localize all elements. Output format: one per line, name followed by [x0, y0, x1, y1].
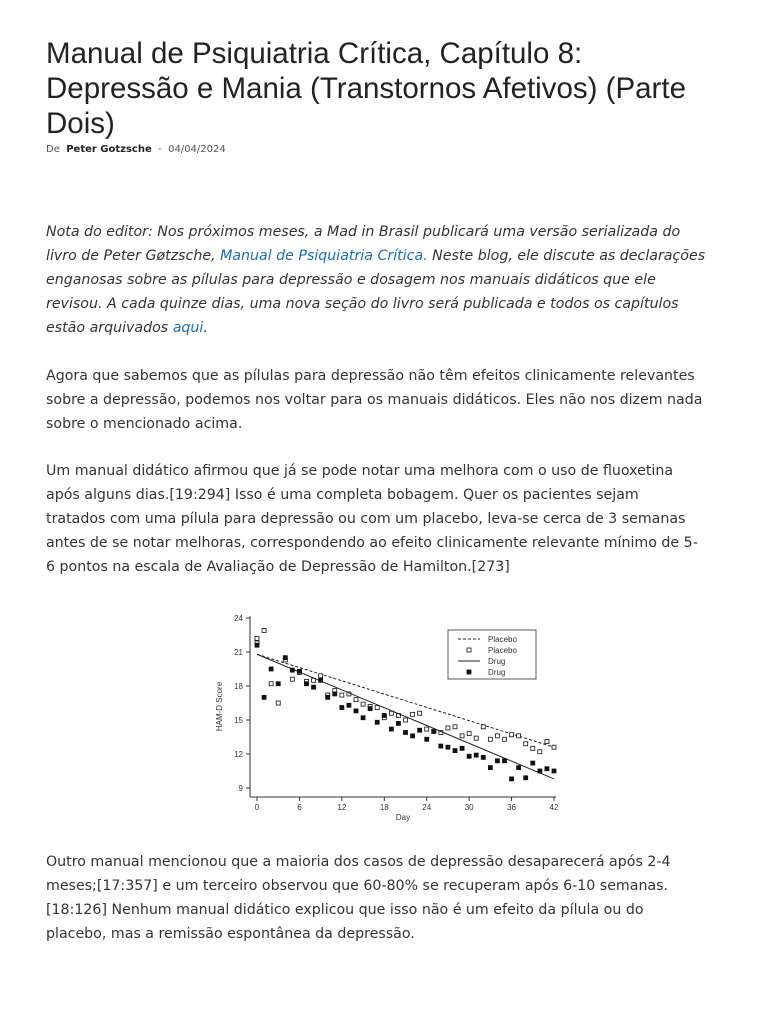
drug-point — [517, 766, 521, 770]
drug-point — [418, 728, 422, 732]
placebo-point — [552, 745, 556, 749]
editor-note-text: Neste blog, ele discute as declarações — [427, 248, 706, 264]
placebo-point — [474, 736, 478, 740]
drug-point — [333, 692, 337, 696]
paragraph-line: placebo, mas a remissão espontânea da depressão. — [46, 926, 415, 942]
placebo-point — [276, 701, 280, 705]
y-tick-label: 15 — [234, 716, 243, 725]
title-line: Depressão e Mania (Transtornos Afetivos) (Parte — [46, 72, 686, 105]
drug-point — [503, 759, 507, 763]
y-tick-label: 24 — [234, 614, 243, 623]
drug-point — [510, 777, 514, 781]
drug-point — [404, 730, 408, 734]
drug-point — [305, 682, 309, 686]
drug-point — [262, 695, 266, 699]
drug-point — [276, 682, 280, 686]
placebo-point — [290, 677, 294, 681]
paragraph-line: 6 pontos na escala de Avaliação de Depressão de Hamilton.[273] — [46, 559, 510, 575]
paragraph-line: tratados com uma pílula para depressão ou com um placebo, leva-se cerca de 3 semanas — [46, 511, 686, 527]
placebo-point — [446, 726, 450, 730]
byline-prefix: De — [46, 144, 60, 155]
drug-point — [361, 716, 365, 720]
placebo-point — [467, 732, 471, 736]
drug-point — [375, 720, 379, 724]
y-tick-label: 21 — [234, 648, 243, 657]
y-tick-label: 9 — [238, 784, 243, 793]
x-tick-label: 6 — [297, 803, 302, 812]
placebo-point — [319, 674, 323, 678]
placebo-point — [517, 734, 521, 738]
ham-d-chart — [208, 606, 560, 828]
drug-point — [545, 767, 549, 771]
drug-point — [446, 745, 450, 749]
drug-point — [552, 769, 556, 773]
placebo-point — [495, 734, 499, 738]
drug-point — [432, 729, 436, 733]
paragraph-2 — [46, 459, 726, 579]
drug-point — [340, 706, 344, 710]
drug-point — [439, 744, 443, 748]
drug-point — [495, 759, 499, 763]
drug-point — [531, 761, 535, 765]
drug-point — [396, 721, 400, 725]
y-tick-label: 18 — [234, 682, 243, 691]
drug-point — [319, 678, 323, 682]
editor-note-text: estão arquivados — [46, 320, 173, 336]
legend-label: Placebo — [488, 646, 517, 655]
drug-point — [474, 753, 478, 757]
x-tick-label: 18 — [379, 803, 389, 812]
drug-point — [467, 754, 471, 758]
placebo-point — [404, 718, 408, 722]
placebo-point — [538, 750, 542, 754]
paragraph-line: após alguns dias.[19:294] Isso é uma completa bobagem. Quer os pacientes sejam — [46, 487, 639, 503]
ham-d-chart-svg — [208, 606, 560, 828]
placebo-point — [354, 698, 358, 702]
drug-point — [481, 755, 485, 759]
drug-point — [368, 707, 372, 711]
byline — [46, 144, 226, 155]
placebo-point — [411, 712, 415, 716]
placebo-point — [531, 746, 535, 750]
drug-point — [538, 769, 542, 773]
x-tick-label: 24 — [422, 803, 432, 812]
y-tick-label: 12 — [234, 750, 243, 759]
drug-point — [411, 734, 415, 738]
drug-point — [524, 776, 528, 780]
paragraph-line: [18:126] Nenhum manual didático explicou que isso não é um efeito da pílula ou do — [46, 902, 644, 918]
placebo-point — [460, 734, 464, 738]
drug-point — [297, 669, 301, 673]
placebo-point — [545, 740, 549, 744]
drug-point — [425, 737, 429, 741]
placebo-point — [425, 727, 429, 731]
author-link[interactable]: Peter Gotzsche — [66, 144, 152, 155]
editor-note-text: livro de Peter Gøtzsche, — [46, 248, 221, 264]
paragraph-line: Outro manual mencionou que a maioria dos casos de depressão desaparecerá após 2-4 — [46, 854, 671, 870]
drug-point — [354, 709, 358, 713]
placebo-point — [481, 725, 485, 729]
drug-point — [460, 746, 464, 750]
x-tick-label: 30 — [464, 803, 474, 812]
drug-point — [382, 713, 386, 717]
book-link[interactable]: Manual de Psiquiatria Crítica. — [220, 248, 428, 264]
placebo-point — [418, 711, 422, 715]
paragraph-line: Um manual didático afirmou que já se pode notar uma melhora com o uso de fluoxetina — [46, 463, 674, 479]
legend-label: Drug — [488, 668, 506, 677]
placebo-point — [389, 711, 393, 715]
placebo-point — [503, 737, 507, 741]
placebo-point — [510, 733, 514, 737]
editor-note-line: enganosas sobre as pílulas para depressão e dosagem nos manuais didáticos que ele — [46, 272, 656, 288]
placebo-point — [524, 742, 528, 746]
legend-label: Drug — [488, 657, 506, 666]
byline-separator: - — [158, 144, 162, 155]
legend-marker-swatch — [467, 648, 471, 652]
drug-point — [488, 766, 492, 770]
placebo-point — [269, 682, 273, 686]
drug-point — [453, 749, 457, 753]
placebo-point — [255, 636, 259, 640]
drug-point — [290, 668, 294, 672]
editor-note-line: Nota do editor: Nos próximos meses, a Mad in Brasil publicará uma versão serializada do — [46, 224, 681, 240]
archive-link[interactable]: aqui — [172, 320, 204, 336]
placebo-point — [340, 693, 344, 697]
paragraph-line: meses;[17:357] e um terceiro observou que 60-80% se recuperam após 6-10 semanas. — [46, 878, 669, 894]
drug-point — [283, 656, 287, 660]
drug-point — [269, 667, 273, 671]
publish-date: 04/04/2024 — [168, 144, 226, 155]
x-tick-label: 36 — [507, 803, 517, 812]
placebo-point — [375, 706, 379, 710]
x-tick-label: 12 — [337, 803, 347, 812]
drug-point — [255, 643, 259, 647]
paragraph-line: Agora que sabemos que as pílulas para depressão não têm efeitos clinicamente relevantes — [46, 368, 695, 384]
article-title — [46, 36, 736, 141]
x-axis-label: Day — [395, 813, 411, 822]
x-tick-label: 0 — [254, 803, 260, 812]
x-tick-label: 42 — [549, 803, 559, 812]
paragraph-1 — [46, 364, 726, 436]
paragraph-3 — [46, 850, 726, 946]
drug-point — [312, 685, 316, 689]
y-axis-label: HAM-D Score — [215, 681, 224, 732]
paragraph-line: antes de se notar melhoras, correspondendo ao efeito clinicamente relevante mínimo de 5- — [46, 535, 698, 551]
paragraph-line: sobre a depressão, podemos nos voltar para os manuais didáticos. Eles não nos dizem nada — [46, 392, 703, 408]
drug-point — [389, 727, 393, 731]
placebo-point — [262, 628, 266, 632]
editor-note — [46, 220, 726, 340]
placebo-point — [453, 725, 457, 729]
editor-note-line: revisou. A cada quinze dias, uma nova seção do livro será publicada e todos os capítulos — [46, 296, 679, 312]
editor-note-text: . — [203, 320, 208, 336]
title-line: Dois) — [46, 107, 115, 140]
drug-point — [347, 703, 351, 707]
title-line: Manual de Psiquiatria Crítica, Capítulo 8: — [46, 37, 583, 70]
paragraph-line: sobre o mencionado acima. — [46, 416, 243, 432]
placebo-point — [361, 702, 365, 706]
placebo-point — [488, 737, 492, 741]
drug-point — [326, 695, 330, 699]
legend-label: Placebo — [488, 635, 517, 644]
legend-marker-swatch — [467, 670, 471, 674]
